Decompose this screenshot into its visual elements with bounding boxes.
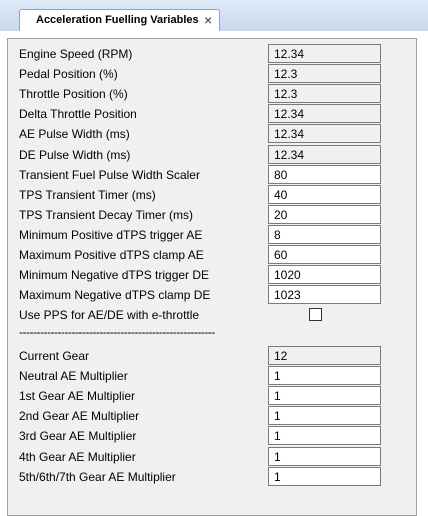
maximum-positive-dtps-clamp-ae-field[interactable]: 60 [268, 245, 381, 264]
ae-pulse-width-ms-field[interactable]: 12.34 [268, 124, 381, 143]
current-gear-field[interactable]: 12 [268, 346, 381, 365]
de-pulse-width-ms-label: DE Pulse Width (ms) [19, 148, 131, 162]
2nd-gear-ae-multiplier-field[interactable]: 1 [268, 406, 381, 425]
1st-gear-ae-multiplier-label: 1st Gear AE Multiplier [19, 389, 136, 403]
4th-gear-ae-multiplier-label: 4th Gear AE Multiplier [19, 450, 136, 464]
pedal-position-label: Pedal Position (%) [19, 67, 118, 81]
current-gear-label: Current Gear [19, 349, 90, 363]
variables-panel [7, 38, 417, 516]
maximum-negative-dtps-clamp-de-field[interactable]: 1023 [268, 285, 381, 304]
5th-6th-7th-gear-ae-multiplier-field[interactable]: 1 [268, 467, 381, 486]
minimum-negative-dtps-trigger-de-field[interactable]: 1020 [268, 265, 381, 284]
engine-speed-rpm-field[interactable]: 12.34 [268, 44, 381, 63]
content-area [0, 31, 428, 516]
1st-gear-ae-multiplier-field[interactable]: 1 [268, 386, 381, 405]
tps-transient-decay-timer-ms-field[interactable]: 20 [268, 205, 381, 224]
use-pps-checkbox[interactable] [309, 308, 322, 321]
2nd-gear-ae-multiplier-label: 2nd Gear AE Multiplier [19, 409, 140, 423]
transient-fuel-pulse-width-scaler-field[interactable]: 80 [268, 165, 381, 184]
engine-speed-rpm-label: Engine Speed (RPM) [19, 47, 133, 61]
throttle-position-label: Throttle Position (%) [19, 87, 128, 101]
tps-transient-timer-ms-label: TPS Transient Timer (ms) [19, 188, 156, 202]
minimum-positive-dtps-trigger-ae-field[interactable]: 8 [268, 225, 381, 244]
throttle-position-field[interactable]: 12.3 [268, 84, 381, 103]
ae-pulse-width-ms-label: AE Pulse Width (ms) [19, 127, 130, 141]
maximum-positive-dtps-clamp-ae-label: Maximum Positive dTPS clamp AE [19, 248, 204, 262]
3rd-gear-ae-multiplier-label: 3rd Gear AE Multiplier [19, 429, 137, 443]
tps-transient-timer-ms-field[interactable]: 40 [268, 185, 381, 204]
maximum-negative-dtps-clamp-de-label: Maximum Negative dTPS clamp DE [19, 288, 211, 302]
3rd-gear-ae-multiplier-field[interactable]: 1 [268, 426, 381, 445]
neutral-ae-multiplier-label: Neutral AE Multiplier [19, 369, 128, 383]
use-pps-checkbox-label: Use PPS for AE/DE with e-throttle [19, 308, 200, 322]
de-pulse-width-ms-field[interactable]: 12.34 [268, 145, 381, 164]
tab-acceleration-fuelling-variables[interactable] [19, 9, 220, 31]
neutral-ae-multiplier-field[interactable]: 1 [268, 366, 381, 385]
tab-title: Acceleration Fuelling Variables [36, 14, 199, 26]
tab-strip [0, 0, 428, 31]
pedal-position-field[interactable]: 12.3 [268, 64, 381, 83]
tps-transient-decay-timer-ms-label: TPS Transient Decay Timer (ms) [19, 208, 194, 222]
delta-throttle-position-label: Delta Throttle Position [19, 107, 137, 121]
minimum-positive-dtps-trigger-ae-label: Minimum Positive dTPS trigger AE [19, 228, 203, 242]
transient-fuel-pulse-width-scaler-label: Transient Fuel Pulse Width Scaler [19, 168, 200, 182]
delta-throttle-position-field[interactable]: 12.34 [268, 104, 381, 123]
4th-gear-ae-multiplier-field[interactable]: 1 [268, 447, 381, 466]
5th-6th-7th-gear-ae-multiplier-label: 5th/6th/7th Gear AE Multiplier [19, 470, 176, 484]
close-icon[interactable]: × [204, 12, 213, 28]
minimum-negative-dtps-trigger-de-label: Minimum Negative dTPS trigger DE [19, 268, 210, 282]
separator-line: -------------------------------------------------------- [19, 325, 215, 339]
